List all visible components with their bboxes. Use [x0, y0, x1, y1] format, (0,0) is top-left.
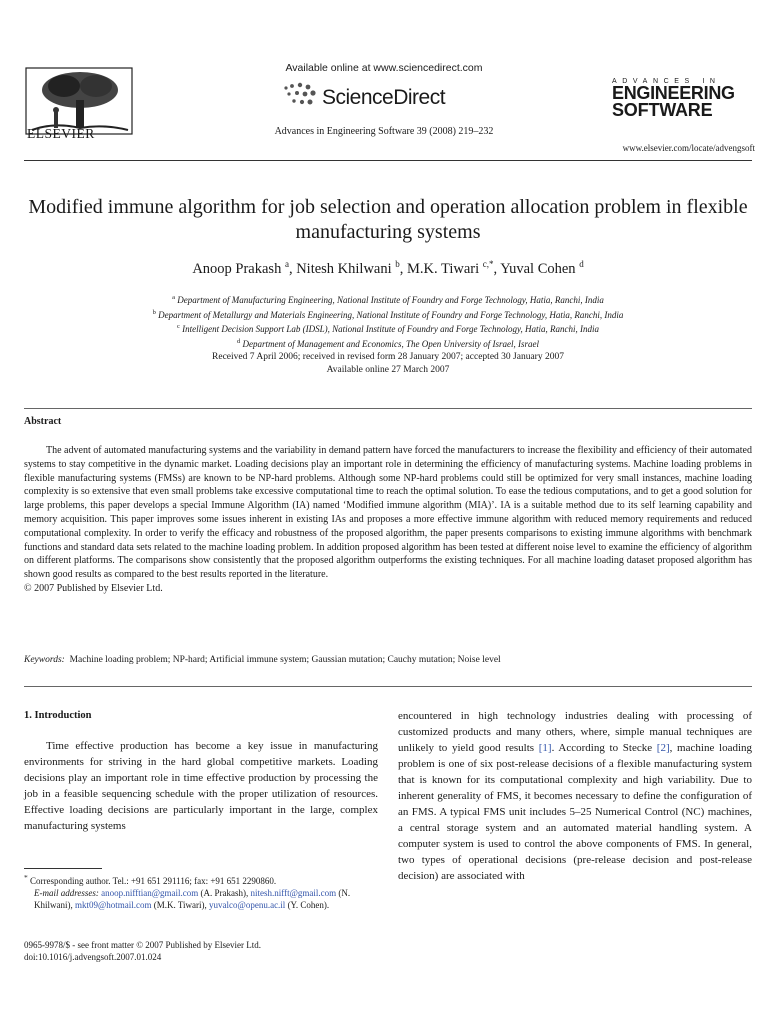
- abstract-heading: Abstract: [24, 416, 62, 427]
- author-affiliation-mark: d: [579, 259, 584, 269]
- reference-link[interactable]: [1]: [538, 742, 552, 754]
- email-owner: (M.K. Tiwari),: [151, 900, 210, 910]
- keywords: [24, 655, 752, 665]
- author-separator: ,: [493, 260, 501, 277]
- article-dates: [24, 351, 752, 376]
- reference-link[interactable]: [2]: [656, 742, 670, 754]
- available-online-line[interactable]: Available online at www.sciencedirect.com: [285, 62, 483, 74]
- affiliation-item: [24, 336, 752, 351]
- affiliation-mark: d: [237, 337, 241, 345]
- journal-url[interactable]: www.elsevier.com/locate/advengsoft: [622, 143, 755, 153]
- affiliation-text: Department of Metallurgy and Materials Engineering, National Institute of Foundry and Forge Technology, Hatia, Ranchi, India: [158, 309, 624, 320]
- journal-logo-line3: SOFTWARE: [612, 100, 713, 120]
- sciencedirect-wordmark: ScienceDirect: [322, 86, 446, 109]
- email-link[interactable]: mkt09@hotmail.com: [75, 900, 152, 910]
- article-title: Modified immune algorithm for job selection and operation allocation problem in flexible manufacturing systems: [28, 196, 748, 243]
- right-column: [398, 708, 752, 884]
- abstract-body: [24, 444, 752, 596]
- author-list: [24, 259, 752, 278]
- keywords-text: Machine loading problem; NP-hard; Artificial immune system; Gaussian mutation; Cauchy mutation; Noise level: [69, 655, 501, 665]
- affiliation-mark: a: [172, 294, 176, 301]
- journal-logo: [612, 78, 760, 119]
- affiliation-text: Department of Manufacturing Engineering, National Institute of Foundry and Forge Technology, Hatia, Ranchi, India: [177, 295, 604, 305]
- email-link[interactable]: anoop.nifftian@gmail.com: [101, 888, 199, 898]
- author-affiliation-mark: b: [395, 259, 400, 269]
- abstract-divider-top: [24, 408, 752, 409]
- available-online-date: Available online 27 March 2007: [326, 364, 450, 375]
- front-matter: [24, 939, 261, 963]
- abstract-copyright: © 2007 Published by Elsevier Ltd.: [24, 582, 163, 594]
- author-affiliation-mark[interactable]: c,*: [482, 259, 494, 269]
- corresponding-text: Corresponding author. Tel.: +91 651 291116; fax: +91 651 2290860.: [30, 876, 277, 886]
- author-affiliation-mark: a: [284, 259, 289, 269]
- journal-logo-line2: ENGINEERING: [612, 83, 735, 103]
- body-text: , machine loading problem is one of six post-release decisions of a flexible manufacturing system that is known for its computational complexity and high variability. Due to inherent generality of FMS, it becomes necessary to define the configuration of an FMS. A typical FMS unit includes 5–25 Numerical Control (NC) machines, a central storage system and an automated material handling system. A computer system is used to control the above components of FMS. In general, two types of operational decisions (pre-release decision and post-release decision) are associated with: [398, 742, 753, 882]
- author-name: M.K. Tiwari: [407, 260, 480, 277]
- author-separator: ,: [288, 260, 297, 277]
- intro-continuation: [398, 708, 752, 884]
- intro-paragraph: Time effective production has become a key issue in manufacturing environments for striving in the hard global competitive markets. Loading decisions play an important role in time effective production by processing the job in a feasible sequencing schedule with the proper utilization of resources. Effective loading decisions are particularly important in the large, complex manufacturing systems: [24, 740, 378, 832]
- email-addresses: [24, 887, 378, 911]
- body-text: . According to Stecke: [551, 742, 657, 754]
- corresponding-author-note: [24, 872, 378, 887]
- affiliation-item: [24, 292, 752, 307]
- header-divider: [24, 160, 752, 161]
- journal-logo-line1: ADVANCES IN: [612, 78, 721, 85]
- received-dates: Received 7 April 2006; received in revised form 28 January 2007; accepted 30 January 2007: [212, 352, 564, 362]
- affiliation-item: [24, 307, 752, 322]
- affiliation-list: [24, 292, 752, 350]
- footnote-rule: [24, 868, 102, 869]
- left-column: [24, 708, 378, 834]
- affiliation-mark: c: [177, 323, 180, 330]
- sciencedirect-dots-icon: [280, 82, 320, 108]
- abstract-text: The advent of automated manufacturing systems and the variability in demand pattern have forced the manufacturers to increase the flexibility and efficiency of their automated systems to stay competitive in the dynamic market. Loading decisions play an important role in determining the efficiency of manufacturing systems. Machine loading problems in flexible manufacturing systems (FMSs) are known to be NP-hard problems. Although some NP-hard problems could still be optimized for very small instances, machine loading complexity is so extensive that even small problems take excessive computational time to reach the optimal solution. To ease the tedious computations, and to get a good solution for large problems, this paper develops a special Immune Algorithm (IA) named ‘Modified immune algorithm (MIA)’. IA is a suitable method due to its self learning capability and memory acquisition. This paper improves some issues inherent in existing IAs and proposes a more effective immune algorithm with reduced memory requirements and reduced computational complexity. In order to verify the efficacy and robustness of the proposed algorithm, the paper presents comparisons to existing immune algorithms with benchmark functions and standard data sets related to the machine loading problem. In addition proposed algorithm has been tested at different noise level to examine the efficiency of algorithm on different platforms. The comparisons show consistently that the proposed algorithm outperforms the existing techniques. For all machine loading dataset proposed algorithm has shown good results as compared to the best results reported in the literature.: [24, 445, 752, 581]
- email-owner: (A. Prakash),: [198, 888, 251, 898]
- author-name: Yuval Cohen: [500, 260, 576, 277]
- footnote-star: *: [24, 873, 28, 882]
- footnote: [24, 872, 378, 911]
- author-name: Nitesh Khilwani: [296, 260, 392, 277]
- email-link[interactable]: nitesh.nifft@gmail.com: [250, 888, 337, 898]
- email-link[interactable]: yuvalco@openu.ac.il: [209, 900, 286, 910]
- author-separator: ,: [399, 260, 408, 277]
- affiliation-item: [24, 321, 752, 336]
- section-heading: 1. Introduction: [24, 710, 92, 721]
- keywords-label: Keywords:: [24, 655, 65, 665]
- affiliation-text: Department of Management and Economics, The Open University of Israel, Israel: [242, 338, 539, 349]
- email-owner: (N. Khilwani),: [34, 888, 351, 910]
- journal-citation: Advances in Engineering Software 39 (2008) 219–232: [274, 126, 494, 137]
- doi-line[interactable]: doi:10.1016/j.advengsoft.2007.01.024: [24, 952, 162, 962]
- abstract-divider-bottom: [24, 686, 752, 687]
- email-label: E-mail addresses:: [34, 888, 99, 898]
- affiliation-mark: b: [152, 308, 156, 316]
- issn-line: 0965-9978/$ - see front matter © 2007 Published by Elsevier Ltd.: [24, 940, 262, 950]
- publisher-name: ELSEVIER: [27, 126, 95, 141]
- affiliation-text: Intelligent Decision Support Lab (IDSL), National Institute of Foundry and Forge Technology, Hatia, Ranchi, India: [182, 324, 599, 334]
- body-text: encountered in high technology industries dealing with processing of customized products and many others, where, simple manual techniques are unlikely to yield good results: [398, 710, 752, 754]
- author-name: Anoop Prakash: [192, 260, 282, 277]
- email-owner: (Y. Cohen).: [285, 900, 330, 910]
